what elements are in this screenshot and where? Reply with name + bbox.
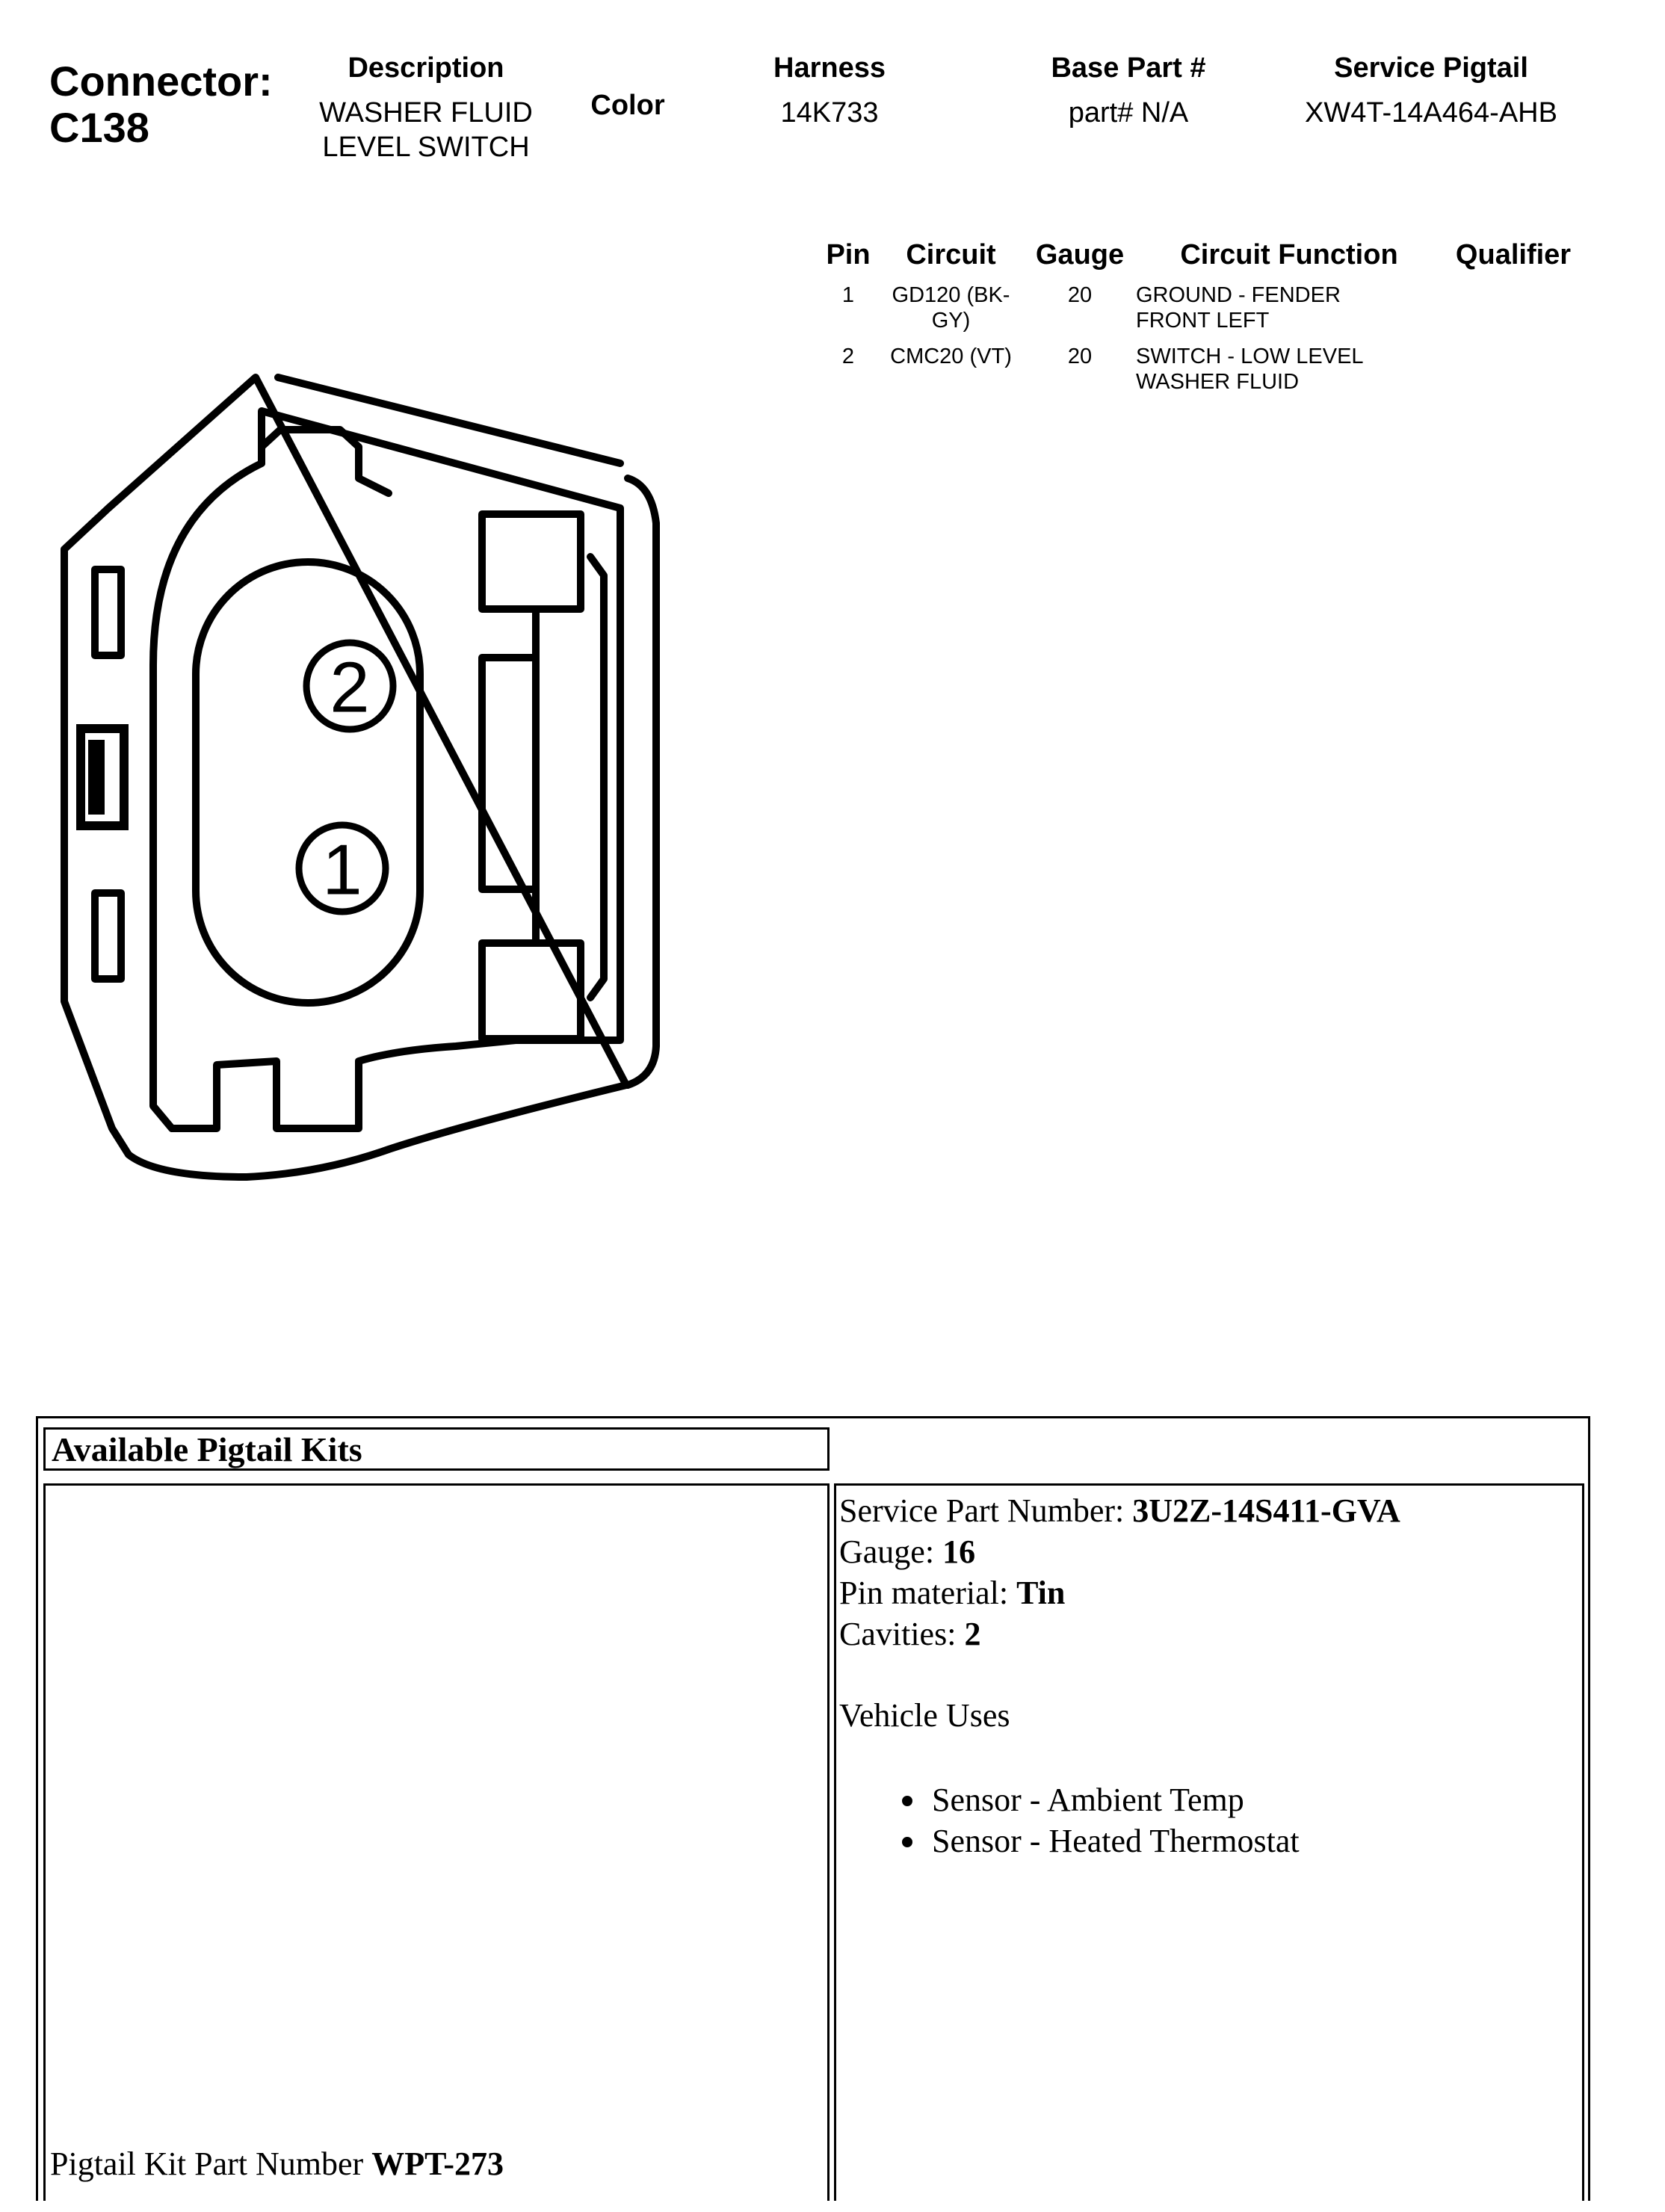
kits-title-cell bbox=[43, 1427, 830, 1471]
pin-header: Pin bbox=[826, 239, 871, 271]
latch-block-top bbox=[482, 514, 581, 609]
kit-gauge bbox=[839, 1531, 1582, 1572]
harness-header: Harness bbox=[773, 52, 886, 84]
pin-circuit bbox=[882, 282, 1020, 333]
kit-details-cell bbox=[834, 1483, 1584, 2201]
description-header: Description bbox=[347, 52, 504, 84]
description-line-2: LEVEL SWITCH bbox=[322, 132, 530, 163]
inner-outline bbox=[153, 411, 620, 1128]
vehicle-use-text: Sensor - Heated Thermostat bbox=[932, 1823, 1300, 1859]
gauge-header: Gauge bbox=[1035, 239, 1125, 271]
cavities-value: 2 bbox=[964, 1616, 981, 1652]
service-part-value: 3U2Z-14S411-GVA bbox=[1132, 1492, 1400, 1529]
pin-gauge: 20 bbox=[1067, 345, 1093, 368]
service-part-number bbox=[839, 1490, 1582, 1531]
vehicle-uses-label: Vehicle Uses bbox=[839, 1697, 1010, 1734]
pin-circuit-line-2: GY) bbox=[931, 309, 971, 333]
pin-circuit-line-1: CMC20 (VT) bbox=[890, 345, 1012, 368]
base-part-value: part# N/A bbox=[1068, 97, 1189, 129]
latch-arm bbox=[590, 557, 604, 998]
latch-block-bottom bbox=[482, 943, 581, 1039]
pin-material-label: Pin material: bbox=[839, 1575, 1017, 1611]
kit-gauge-value: 16 bbox=[942, 1533, 976, 1570]
bullet-icon bbox=[902, 1837, 912, 1847]
list-item bbox=[932, 1779, 1582, 1820]
pin-gauge: 20 bbox=[1067, 283, 1093, 307]
bullet-icon bbox=[902, 1796, 912, 1806]
pin-function-line-2: FRONT LEFT bbox=[1136, 309, 1270, 333]
kit-part-value: WPT-273 bbox=[371, 2145, 504, 2182]
kit-details bbox=[836, 1486, 1582, 1862]
vehicle-use-text: Sensor - Ambient Temp bbox=[932, 1782, 1244, 1818]
pin-function bbox=[1136, 344, 1420, 395]
connector-id: C138 bbox=[49, 104, 149, 151]
pin-material-value: Tin bbox=[1016, 1575, 1066, 1611]
pin-function-line-2: WASHER FLUID bbox=[1136, 370, 1300, 394]
kit-part-label: Pigtail Kit Part Number bbox=[50, 2145, 372, 2182]
kit-image-cell bbox=[43, 1483, 830, 2201]
cavities bbox=[839, 1613, 1582, 1655]
connector-face-diagram bbox=[0, 0, 747, 1211]
qualifier-header: Qualifier bbox=[1455, 239, 1572, 271]
kits-title: Available Pigtail Kits bbox=[52, 1430, 362, 1468]
list-item bbox=[932, 1820, 1582, 1862]
pin-circuit-line-1: GD120 (BK- bbox=[892, 283, 1010, 307]
description-line-1: WASHER FLUID bbox=[319, 97, 533, 129]
pin-number: 2 bbox=[841, 345, 855, 368]
connector-label: Connector: bbox=[49, 58, 273, 105]
circuit-header: Circuit bbox=[906, 239, 996, 271]
kit-gauge-label: Gauge: bbox=[839, 1533, 943, 1570]
side-slot-bottom bbox=[95, 893, 121, 979]
service-pigtail-header: Service Pigtail bbox=[1334, 52, 1528, 84]
color-header: Color bbox=[590, 90, 665, 121]
kit-part-number bbox=[50, 2143, 504, 2184]
pin-1-label: 1 bbox=[322, 830, 362, 910]
pin-function bbox=[1136, 282, 1420, 333]
circuit-function-header: Circuit Function bbox=[1180, 239, 1398, 271]
harness-value: 14K733 bbox=[780, 97, 879, 129]
service-part-label: Service Part Number: bbox=[839, 1492, 1133, 1529]
vehicle-uses-list bbox=[839, 1779, 1582, 1862]
pin-2-label: 2 bbox=[330, 647, 370, 728]
pin-function-line-1: GROUND - FENDER bbox=[1136, 283, 1341, 307]
service-pigtail-value: XW4T-14A464-AHB bbox=[1305, 97, 1557, 129]
cavities-label: Cavities: bbox=[839, 1616, 965, 1652]
side-slot-top bbox=[95, 569, 121, 655]
pin-circuit bbox=[882, 344, 1020, 369]
pin-number: 1 bbox=[841, 283, 855, 307]
pin-material bbox=[839, 1572, 1582, 1613]
pin-function-line-1: SWITCH - LOW LEVEL bbox=[1136, 345, 1364, 368]
base-part-header: Base Part # bbox=[1051, 52, 1206, 84]
